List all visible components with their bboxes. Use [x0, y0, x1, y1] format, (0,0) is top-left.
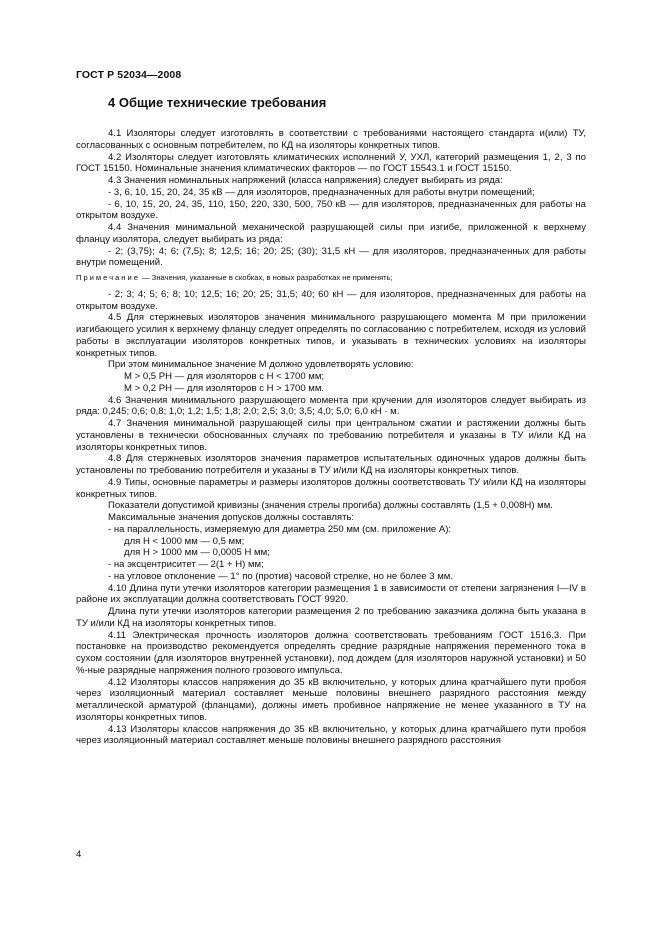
paragraph-4-6: 4.6 Значения минимального разрушающего момента при кручении для изоляторов следует выбирать из ряда: 0,245; 0,6; 0,8; 1,0; 1,2; 1,5; 1,8; 2,0; 2,5; 3,0; 3,5; 4,0; 5,0; 6,0 кН · м.	[76, 394, 586, 418]
paragraph-4-9: 4.9 Типы, основные параметры и размеры изоляторов должны соответствовать ТУ и/или КД на изоляторы конкретных типов.	[76, 476, 586, 500]
note-label: Примечание	[76, 273, 140, 282]
paragraph-4-10: 4.10 Длина пути утечки изоляторов категории размещения 1 в зависимости от степени загрязнения I—IV в районе их эксплуатации должна соответствовать ГОСТ 9920.	[76, 582, 586, 606]
paragraph-4-4: 4.4 Значения минимальной механической разрушающей силы при изгибе, приложенной к верхнему фланцу изолятора, следует выбирать из ряда:	[76, 222, 586, 245]
list-item: - 2; 3; 4; 5; 6; 8; 10; 12,5; 16; 20; 25; 31,5; 40; 60 кН — для изоляторов, предназначенных для работы на открытом воздухе.	[76, 288, 586, 312]
note-text: — Значения, указанные в скобках, в новых разработках не применять;	[142, 273, 393, 282]
list-item: - 3, 6, 10, 15, 20, 24, 35 кВ — для изоляторов, предназначенных для работы внутри помещений;	[108, 186, 535, 198]
page-number: 4	[76, 849, 82, 860]
paragraph-4-7: 4.7 Значения минимальной разрушающей силы при центральном сжатии и растяжении должны быть установлены в технически обоснованных случаях по требованию потребителя и указаны в ТУ и/или КД на изоляторы конкретных типов.	[76, 418, 586, 453]
list-item: - 2; (3,75); 4; 6; (7,5); 8; 12,5; 16; 20; 25; (30); 31,5 кН — для изоляторов, предназначенных для работы внутри помещений.	[76, 245, 586, 269]
formula-line: M > 0,2 PH — для изоляторов с H > 1700 мм.	[124, 382, 325, 394]
paragraph-4-1: 4.1 Изоляторы следует изготовлять в соответствии с требованиями настоящего стандарта и(или) ТУ, согласованных с основным потребителем, по КД на изоляторы конкретных типов.	[76, 128, 586, 151]
paragraph-4-3: 4.3 Значения номинальных напряжений (класса напряжения) следует выбирать из ряда:	[108, 175, 503, 186]
list-item: - на угловое отклонение — 1° по (против) часовой стрелке, но не более 3 мм.	[108, 570, 453, 582]
list-subitem: для H > 1000 мм — 0,0005 H мм;	[124, 547, 270, 559]
paragraph-4-11: 4.11 Электрическая прочность изоляторов должна соответствовать требованиям ГОСТ 1516.3. При постановке на производство рекомендуется определять средние разрядные напряжения переменного тока в сухом состоянии (для изоляторов внутренней установки), под дождем (для изоляторов наружной установки) и 50 %-ные разрядные напряжения полного грозового импульса.	[76, 629, 586, 676]
list-subitem: для H < 1000 мм — 0,5 мм;	[124, 535, 245, 547]
section-title: 4 Общие технические требования	[108, 95, 327, 110]
list-item: - на параллельность, измеряемую для диаметра 250 мм (см. приложение А):	[108, 523, 452, 535]
formula-line: M > 0,5 PH — для изоляторов с H < 1700 мм;	[124, 371, 325, 382]
list-item: - на эксцентриситет — 2(1 + H) мм;	[108, 559, 264, 570]
list-item: - 6, 10, 15, 20, 24, 35, 110, 150, 220, 330, 500, 750 кВ — для изоляторов, предназначенных для работы на открытом воздухе.	[76, 198, 586, 222]
paragraph-4-5: 4.5 Для стержневых изоляторов значения минимального разрушающего момента M при приложении изгибающего усилия к верхнему фланцу следует определять по согласованию с потребителем, исходя из условий работы в эксплуатации изоляторов конкретных типов, и указывать в технических условиях на изоляторы конкретных типов.	[76, 312, 586, 359]
section-body	[76, 128, 586, 747]
paragraph-text: Показатели допустимой кривизны (значения стрелы прогиба) должны составлять (1,5 + 0,008H) мм.	[108, 500, 553, 512]
paragraph-4-8: 4.8 Для стержневых изоляторов значения параметров испытательных одиночных ударов должны быть установлены по требованию потребителя и указаны в ТУ и/или КД на изоляторы конкретных типов.	[76, 453, 586, 476]
paragraph-4-12: 4.12 Изоляторы классов напряжения до 35 кВ включительно, у которых длина кратчайшего пути пробоя через изоляционный материал составляет меньше половины внешнего разрядного расстояния между металлической арматурой (фланцами), должны иметь пробивное напряжение не менее указанного в ТУ на изоляторы конкретных типов.	[76, 676, 586, 723]
paragraph-text: При этом минимальное значение M должно удовлетворять условию:	[108, 359, 414, 371]
note	[76, 272, 586, 284]
paragraph-text: Длина пути утечки изоляторов категории размещения 2 по требованию заказчика должна быть указана в ТУ и/или КД на изоляторы конкретных типов.	[76, 606, 586, 629]
document-header: ГОСТ Р 52034—2008	[76, 69, 182, 81]
paragraph-4-2: 4.2 Изоляторы следует изготовлять климатических исполнений У, УХЛ, категорий размещения 1, 2, 3 по ГОСТ 15150. Номинальные значения климатических факторов — по ГОСТ 15543.1 и ГОСТ 15150.	[76, 151, 586, 175]
paragraph-4-13: 4.13 Изоляторы классов напряжения до 35 кВ включительно, у которых длина кратчайшего пути пробоя через изоляционный материал составляет меньше половины внешнего разрядного расстояния	[76, 723, 586, 747]
paragraph-text: Максимальные значения допусков должны составлять:	[108, 512, 355, 523]
